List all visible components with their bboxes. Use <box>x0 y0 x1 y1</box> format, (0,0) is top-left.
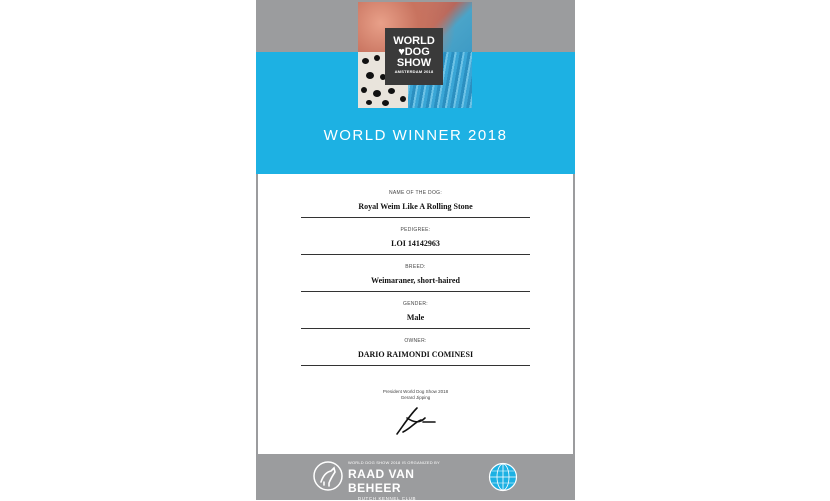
field-owner: OWNER: DARIO RAIMONDI COMINESI <box>301 338 530 366</box>
signature-image <box>393 402 439 438</box>
dog-emblem-icon <box>312 460 344 492</box>
certificate-title: WORLD WINNER 2018 <box>323 127 508 144</box>
footer <box>256 454 575 500</box>
kennel-club-wordmark: WORLD DOG SHOW 2018 IS ORGANIZED BY RAAD VAN BEHEER DUTCH KENNEL CLUB <box>348 460 440 501</box>
field-gender: GENDER: Male <box>301 301 530 329</box>
field-dog-name: NAME OF THE DOG: Royal Weim Like A Rolling Stone <box>301 190 530 218</box>
fci-globe-icon <box>488 462 518 492</box>
heart-icon: ♥ <box>398 46 405 58</box>
field-breed: BREED: Weimaraner, short-haired <box>301 264 530 292</box>
certificate <box>256 0 575 500</box>
signatory: President World Dog Show 2018 Gerard Jipping <box>382 389 449 400</box>
logo-wordmark: WORLD ♥DOG SHOW AMSTERDAM 2018 <box>385 28 443 85</box>
certificate-body <box>258 174 573 454</box>
world-dog-show-logo <box>358 2 472 108</box>
field-pedigree: PEDIGREE: LOI 14142963 <box>301 227 530 255</box>
